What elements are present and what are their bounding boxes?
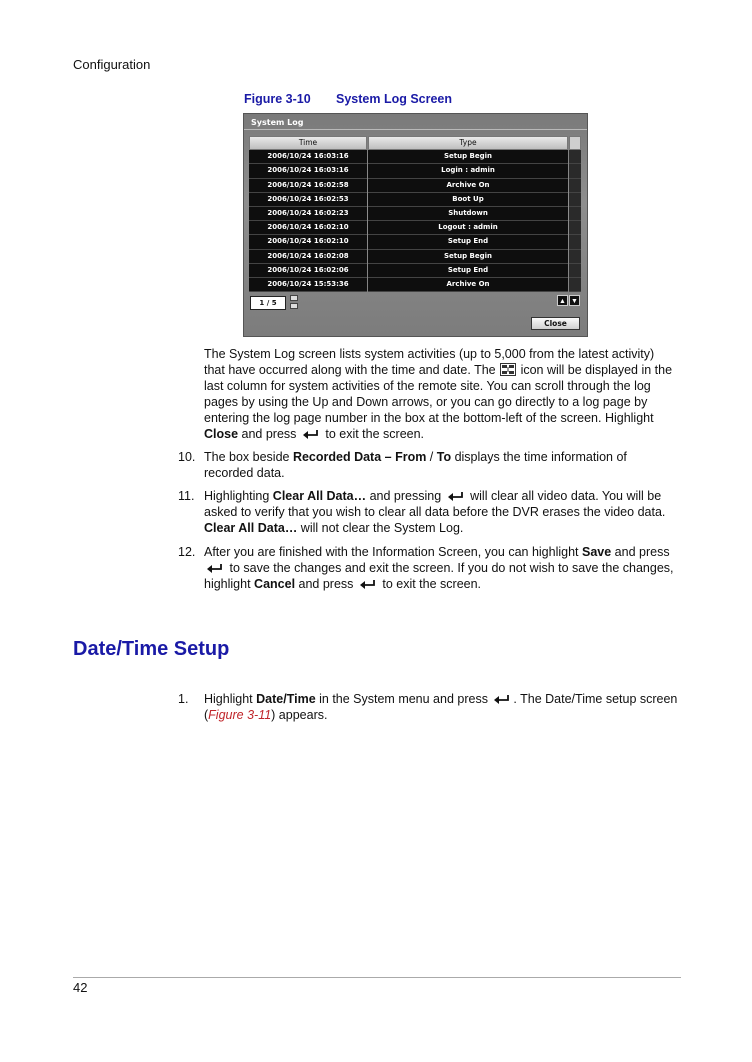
spinner-down[interactable] (290, 303, 298, 309)
enter-key-icon (359, 579, 377, 589)
scrollbar-track[interactable] (569, 207, 581, 221)
cell-type: Archive On (368, 278, 568, 292)
title-divider (244, 129, 587, 130)
table-row[interactable] (249, 250, 582, 264)
scrollbar-track[interactable] (569, 278, 581, 292)
text-run: and press (611, 545, 670, 559)
text-run: Highlighting (204, 489, 273, 503)
cell-time: 2006/10/24 16:02:08 (249, 250, 367, 264)
bold-term: Clear All Data… (204, 521, 298, 535)
scrollbar-header (569, 136, 581, 150)
cell-time: 2006/10/24 16:02:06 (249, 264, 367, 278)
scrollbar-track[interactable] (569, 193, 581, 207)
text-run: After you are finished with the Information Screen, you can highlight (204, 545, 582, 559)
bold-term: Clear All Data… (272, 489, 367, 503)
page-number: 42 (73, 980, 88, 995)
page-number-input[interactable]: 1 / 5 (250, 296, 286, 310)
text-run: The System Log screen lists system activities (up to 5,000 from the latest activity) that have occurred along with the time and date. The (204, 347, 655, 377)
section-heading: Date/Time Setup (73, 638, 230, 660)
text-run: The box beside (204, 450, 293, 464)
table-row[interactable] (249, 179, 582, 193)
cell-type: Logout : admin (368, 221, 568, 235)
system-log-title: System Log (251, 118, 304, 127)
bold-term: Save (582, 545, 612, 559)
scrollbar-track[interactable] (569, 179, 581, 193)
text-run: to exit the screen. (321, 427, 425, 441)
cell-type: Setup Begin (368, 150, 568, 164)
bold-term: Recorded Data – From (292, 450, 427, 464)
running-header: Configuration (73, 57, 151, 72)
text-run: icon will be displayed in the last column for system activities of the remote site. You can scroll through the log pages by using the Up and Down arrows, or you can go directly to a log page by entering the log page number in the box at the bottom-left of the screen. Highlight (204, 363, 673, 425)
page-down-button[interactable]: ▼ (569, 295, 580, 306)
cell-type: Archive On (368, 179, 568, 193)
text-run: displays the time information of recorded data. (204, 450, 627, 480)
column-header-time[interactable]: Time (249, 136, 367, 150)
text-run: ) appears. (271, 708, 328, 722)
scrollbar-track[interactable] (569, 164, 581, 178)
cell-time: 2006/10/24 16:02:58 (249, 179, 367, 193)
remote-site-icon (500, 363, 516, 376)
table-row[interactable] (249, 150, 582, 164)
text-run: in the System menu and press (315, 692, 492, 706)
table-row[interactable] (249, 264, 582, 278)
item-number: 1. (178, 692, 189, 706)
cell-time: 2006/10/24 16:03:16 (249, 164, 367, 178)
cell-type: Boot Up (368, 193, 568, 207)
scrollbar-track[interactable] (569, 221, 581, 235)
table-row[interactable] (249, 235, 582, 249)
list-item-12 (178, 544, 678, 592)
spinner-up[interactable] (290, 295, 298, 301)
item-number: 11. (178, 489, 195, 503)
cell-time: 2006/10/24 16:03:16 (249, 150, 367, 164)
text-run: . The Date/Time setup screen ( (204, 692, 678, 722)
cell-type: Setup End (368, 264, 568, 278)
cell-time: 2006/10/24 15:53:36 (249, 278, 367, 292)
bold-term: To (436, 450, 452, 464)
text-run: to save the changes and exit the screen. If you do not wish to save the changes, highlight (204, 561, 674, 591)
enter-key-icon (302, 429, 320, 439)
system-log-window (243, 113, 588, 337)
table-row[interactable] (249, 278, 582, 292)
figure-number: Figure 3-10 (244, 92, 311, 106)
enter-key-icon (493, 694, 511, 704)
scrollbar-track[interactable] (569, 235, 581, 249)
enter-key-icon (447, 491, 465, 501)
bold-term: Close (204, 427, 239, 441)
text-run: / (426, 450, 437, 464)
figure-caption (244, 92, 452, 106)
page-up-button[interactable]: ▲ (557, 295, 568, 306)
table-row[interactable] (249, 221, 582, 235)
list-item-11 (178, 488, 678, 536)
text-run: and press (238, 427, 300, 441)
figure-reference-link[interactable]: Figure 3-11 (208, 708, 272, 722)
column-header-type[interactable]: Type (368, 136, 568, 150)
text-run: and pressing (366, 489, 445, 503)
cell-type: Shutdown (368, 207, 568, 221)
scrollbar-track[interactable] (569, 150, 581, 164)
close-button[interactable]: Close (531, 317, 580, 330)
text-run: will clear all video data. You will be asked to verify that you wish to clear all data before the DVR erases the video data. (204, 489, 666, 519)
system-log-description (204, 346, 678, 442)
figure-title: System Log Screen (336, 92, 453, 106)
cell-type: Login : admin (368, 164, 568, 178)
cell-type: Setup Begin (368, 250, 568, 264)
list-item-10 (178, 449, 678, 481)
enter-key-icon (206, 563, 224, 573)
item-number: 10. (178, 450, 196, 464)
text-run: Highlight (204, 692, 257, 706)
bold-term: Cancel (254, 577, 296, 591)
cell-time: 2006/10/24 16:02:10 (249, 221, 367, 235)
scrollbar-track[interactable] (569, 264, 581, 278)
scrollbar-track[interactable] (569, 250, 581, 264)
text-run: to exit the screen. (378, 577, 482, 591)
table-body (249, 150, 582, 292)
item-number: 12. (178, 545, 196, 559)
footer-divider (73, 977, 681, 978)
list-item-1 (178, 691, 678, 723)
system-log-table (249, 136, 582, 292)
text-run: will not clear the System Log. (297, 521, 464, 535)
cell-time: 2006/10/24 16:02:10 (249, 235, 367, 249)
cell-time: 2006/10/24 16:02:23 (249, 207, 367, 221)
table-row[interactable] (249, 207, 582, 221)
bold-term: Date/Time (256, 692, 316, 706)
table-header (249, 136, 582, 150)
table-row[interactable] (249, 193, 582, 207)
cell-time: 2006/10/24 16:02:53 (249, 193, 367, 207)
text-run: and press (295, 577, 357, 591)
page-spinner[interactable] (290, 295, 298, 309)
cell-type: Setup End (368, 235, 568, 249)
table-row[interactable] (249, 164, 582, 178)
